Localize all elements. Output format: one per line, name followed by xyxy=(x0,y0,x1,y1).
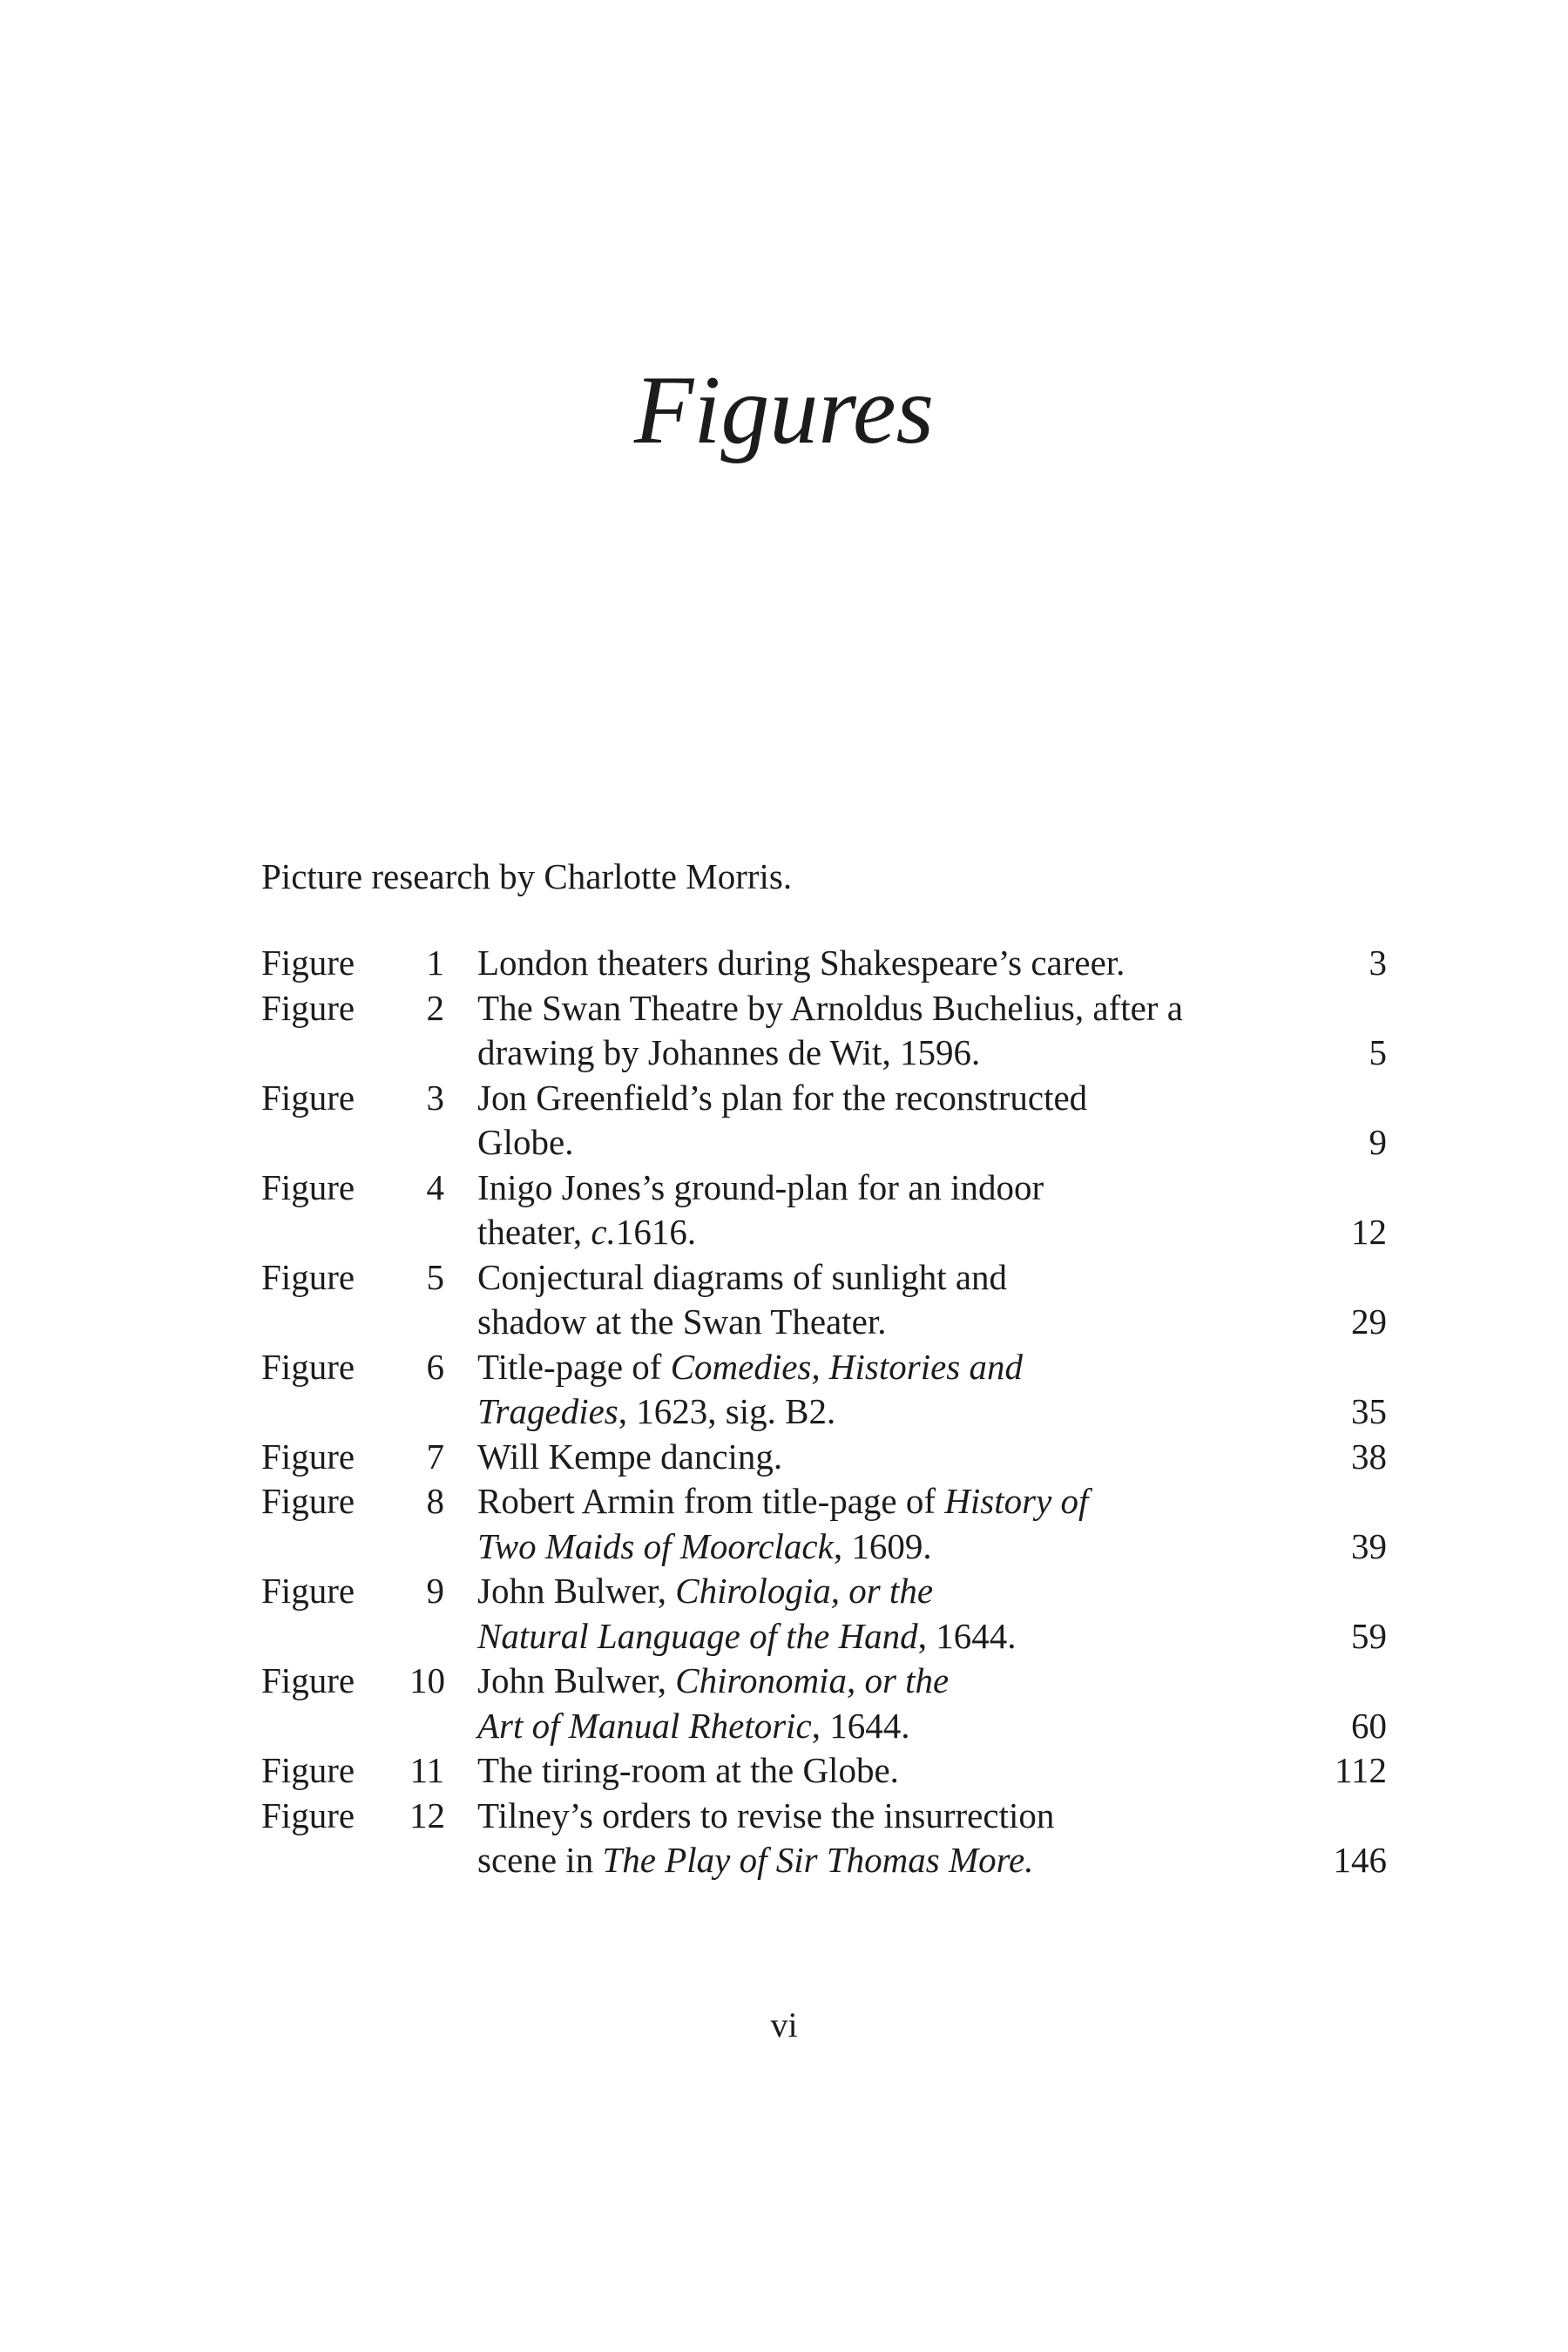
figure-page-number: 112 xyxy=(1335,1750,1387,1790)
figure-caption xyxy=(477,1166,1261,1255)
caption-text: theater, xyxy=(477,1212,591,1252)
caption-text: Globe. xyxy=(477,1122,574,1162)
caption-line xyxy=(477,1076,1261,1121)
caption-text: John Bulwer, xyxy=(477,1571,676,1611)
caption-line xyxy=(477,1435,1261,1480)
caption-text: London theaters during Shakespeare’s career. xyxy=(477,943,1125,983)
figure-page-number: 59 xyxy=(1351,1615,1387,1656)
figure-number: 1 xyxy=(426,943,444,983)
figure-row xyxy=(261,1569,1387,1659)
caption-italic-text: Comedies, Histories and xyxy=(670,1346,1023,1387)
figure-page-number: 146 xyxy=(1333,1840,1387,1880)
caption-line xyxy=(477,1794,1261,1839)
caption-text: , 1609. xyxy=(833,1525,932,1566)
figure-row xyxy=(261,1659,1387,1748)
caption-italic-text: The Play of Sir Thomas More. xyxy=(602,1840,1034,1880)
caption-text: Inigo Jones’s ground-plan for an indoor xyxy=(477,1166,1044,1207)
figure-caption xyxy=(477,1076,1261,1166)
caption-text: Robert Armin from title-page of xyxy=(477,1481,945,1521)
figure-page-number: 12 xyxy=(1351,1212,1387,1252)
caption-line xyxy=(477,1120,1261,1166)
caption-line xyxy=(477,1300,1261,1345)
caption-line xyxy=(477,1704,1261,1749)
figure-row xyxy=(261,1479,1387,1569)
figure-page-number: 29 xyxy=(1351,1301,1387,1342)
page-title: Figures xyxy=(633,356,935,464)
figure-label: Figure xyxy=(261,1346,355,1387)
caption-italic-text: c. xyxy=(591,1212,616,1252)
caption-text: scene in xyxy=(477,1840,603,1880)
caption-italic-text: Art of Manual Rhetoric xyxy=(477,1705,812,1746)
caption-text: Title-page of xyxy=(477,1346,671,1387)
page-number: vi xyxy=(770,2005,798,2044)
caption-line xyxy=(477,1748,1261,1794)
figure-caption xyxy=(477,1569,1261,1659)
caption-text: , 1644. xyxy=(917,1615,1017,1656)
figure-caption xyxy=(477,1794,1261,1883)
caption-italic-text: Natural Language of the Hand xyxy=(477,1615,918,1656)
figure-label: Figure xyxy=(261,1481,355,1521)
figure-label: Figure xyxy=(261,1571,355,1611)
picture-credit: Picture research by Charlotte Morris. xyxy=(261,856,793,896)
figure-caption xyxy=(477,1255,1261,1345)
caption-line xyxy=(477,1210,1261,1255)
figure-label: Figure xyxy=(261,1436,355,1477)
figure-caption xyxy=(477,1345,1261,1435)
caption-line xyxy=(477,1166,1261,1211)
caption-line xyxy=(477,941,1261,986)
caption-line xyxy=(477,1255,1261,1301)
figure-row xyxy=(261,986,1387,1076)
figure-label: Figure xyxy=(261,987,355,1028)
figure-caption xyxy=(477,1659,1261,1748)
caption-line xyxy=(477,1614,1261,1659)
figure-number: 5 xyxy=(426,1256,444,1297)
figure-caption xyxy=(477,941,1261,986)
figure-row xyxy=(261,1345,1387,1435)
caption-text: The Swan Theatre by Arnoldus Buchelius, after a xyxy=(477,987,1183,1028)
caption-text: shadow at the Swan Theater. xyxy=(477,1301,887,1342)
caption-line xyxy=(477,1569,1261,1614)
caption-italic-text: History of xyxy=(944,1481,1089,1521)
caption-italic-text: Chirologia, or the xyxy=(675,1571,934,1611)
caption-text: Jon Greenfield’s plan for the reconstructed xyxy=(477,1077,1088,1118)
figure-label: Figure xyxy=(261,1660,355,1700)
caption-line xyxy=(477,1838,1261,1883)
figure-caption xyxy=(477,1748,1261,1794)
figure-page-number: 9 xyxy=(1369,1122,1387,1162)
figure-page-number: 60 xyxy=(1351,1705,1387,1746)
figure-page-number: 39 xyxy=(1351,1525,1387,1566)
caption-italic-text: Two Maids of Moorclack xyxy=(477,1525,834,1566)
figure-row xyxy=(261,1435,1387,1480)
caption-text: Tilney’s orders to revise the insurrection xyxy=(477,1794,1055,1835)
figure-page-number: 35 xyxy=(1351,1391,1387,1431)
figure-number: 3 xyxy=(426,1077,444,1118)
caption-line xyxy=(477,1345,1261,1390)
figure-number: 7 xyxy=(426,1436,444,1477)
figure-page-number: 5 xyxy=(1369,1032,1387,1072)
caption-text: drawing by Johannes de Wit, 1596. xyxy=(477,1032,981,1072)
caption-line xyxy=(477,986,1261,1031)
figure-page-number: 3 xyxy=(1369,943,1387,983)
figure-row xyxy=(261,1748,1387,1794)
caption-line xyxy=(477,1524,1261,1570)
caption-line xyxy=(477,1479,1261,1524)
caption-italic-text: Chironomia, or the xyxy=(675,1660,950,1700)
figure-row xyxy=(261,1166,1387,1255)
caption-text: , 1623, sig. B2. xyxy=(618,1391,836,1431)
figure-number: 4 xyxy=(426,1166,444,1207)
figure-label: Figure xyxy=(261,1256,355,1297)
caption-text: Conjectural diagrams of sunlight and xyxy=(477,1256,1008,1297)
caption-text: The tiring-room at the Globe. xyxy=(477,1750,899,1790)
figure-list xyxy=(261,941,1387,1883)
caption-text: John Bulwer, xyxy=(477,1660,676,1700)
caption-line xyxy=(477,1031,1261,1076)
caption-text: , 1644. xyxy=(811,1705,910,1746)
figure-label: Figure xyxy=(261,1750,355,1790)
figure-label: Figure xyxy=(261,1077,355,1118)
figure-label: Figure xyxy=(261,943,355,983)
figure-number: 11 xyxy=(409,1750,444,1790)
figure-row xyxy=(261,1794,1387,1883)
caption-text: 1616. xyxy=(615,1212,697,1252)
figure-row xyxy=(261,1076,1387,1166)
figure-number: 2 xyxy=(426,987,444,1028)
figure-caption xyxy=(477,986,1261,1076)
caption-text: Will Kempe dancing. xyxy=(477,1436,783,1477)
caption-italic-text: Tragedies xyxy=(477,1391,618,1431)
figure-number: 10 xyxy=(409,1660,445,1700)
caption-line xyxy=(477,1659,1261,1704)
figure-number: 12 xyxy=(409,1794,445,1835)
figure-caption xyxy=(477,1479,1261,1569)
figure-label: Figure xyxy=(261,1166,355,1207)
figure-row xyxy=(261,941,1387,986)
figure-page-number: 38 xyxy=(1351,1436,1387,1477)
caption-line xyxy=(477,1389,1261,1435)
figure-row xyxy=(261,1255,1387,1345)
figure-caption xyxy=(477,1435,1261,1480)
figure-number: 9 xyxy=(426,1571,444,1611)
figure-number: 6 xyxy=(426,1346,444,1387)
figure-label: Figure xyxy=(261,1794,355,1835)
figure-number: 8 xyxy=(426,1481,444,1521)
